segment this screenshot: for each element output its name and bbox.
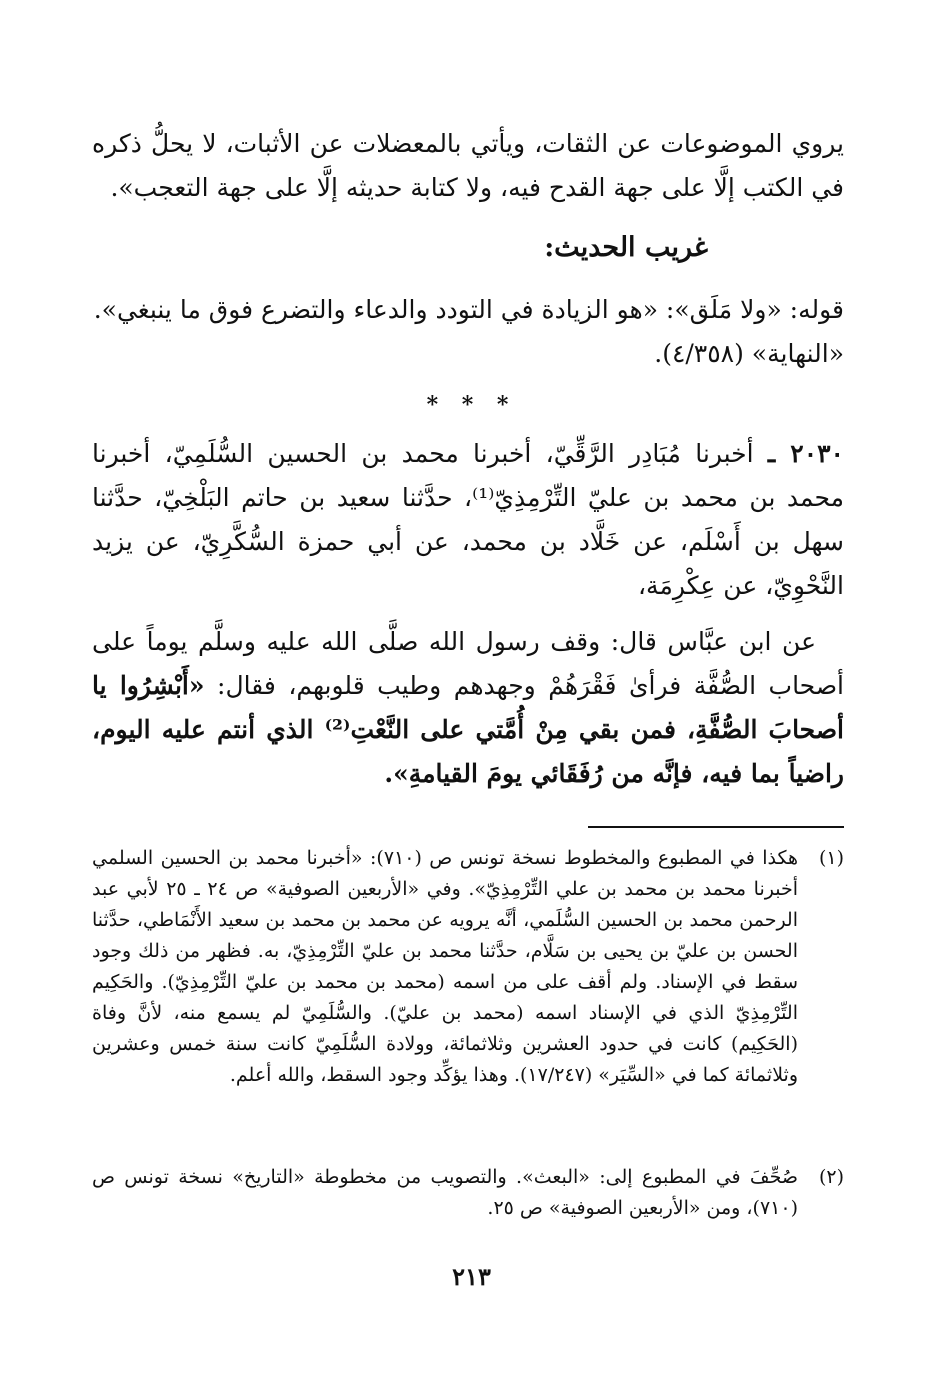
- hadith-matn-quote: «أَبْشِرُوا يا أصحابَ الصُّفَّةِ، فمن بقي مِنْ أُمَّتي على النَّعْتِ⁽²⁾ الذي أنتم عليه اليوم، راضياً بما فيه، فإنَّه من رُفَقَائي يومَ القيامةِ».: [92, 671, 844, 788]
- footnote-2: [92, 1162, 844, 1224]
- hadith-number: ٢٠٣٠ ـ: [767, 439, 844, 468]
- hadith-matn-intro: عن ابن عبَّاس قال: وقف رسول الله صلَّى الله عليه وسلَّم يوماً على أصحاب الصُّفَّة فرأىٰ فَقْرَهُمْ وجهدهم وطيب قلوبهم، فقال:: [92, 627, 844, 700]
- footnote-1-text: هكذا في المطبوع والمخطوط نسخة تونس ص (٧١٠): «أخبرنا محمد بن الحسين السلمي أخبرنا محمد بن محمد بن علي التِّرْمِذِيّ». وفي «الأربعين الصوفية» ص ٢٤ ـ ٢٥ لأبي عبد الرحمن محمد بن الحسين السُّلَمي، أنَّه يرويه عن محمد بن محمد بن سعيد الأَنْمَاطي، حدَّثنا الحسن بن عليّ بن يحيى بن سَلَّام، حدَّثنا محمد بن عليّ التِّرْمِذِيّ، به. فظهر من ذلك وجود سقط في الإسناد. ولم أقف على من اسمه (محمد بن محمد بن عليّ التِّرْمِذِيّ). والحَكِيم التِّرْمِذِيّ الذي في الإسناد اسمه (محمد بن عليّ). والسُّلَمِيّ لم يسمع منه، لأنَّ وفاة (الحَكِيم) كانت في حدود العشرين وثلاثمائة، وولادة السُّلَمِيّ كانت سنة خمس وعشرين وثلاثمائة كما في «السِّيَر» (١٧/٢٤٧). وهذا يؤكِّد وجود السقط، والله أعلم.: [92, 847, 799, 1086]
- gharib-line: قوله: «ولا مَلَق»: «هو الزيادة في التودد والدعاء والتضرع فوق ما ينبغي».: [93, 295, 844, 324]
- hadith-isnad-paragraph: [92, 432, 844, 608]
- footnote-2-marker: (٢): [818, 1166, 844, 1188]
- footnote-2-text: صُحِّفَ في المطبوع إلى: «البعث». والتصويب من مخطوطة «التاريخ» نسخة تونس ص (٧١٠)، ومن «الأربعين الصوفية» ص ٢٥.: [92, 1166, 798, 1219]
- section-heading: غريب الحديث:: [544, 232, 708, 263]
- footnote-1: [92, 843, 844, 1091]
- gharib-source: «النهاية» (٤/٣٥٨).: [654, 339, 844, 368]
- section-separator: * * *: [426, 392, 517, 418]
- opening-paragraph: يروي الموضوعات عن الثقات، ويأتي بالمعضلات عن الأثبات، لا يحلُّ ذكره في الكتب إلَّا على جهة القدح فيه، ولا كتابة حديثه إلَّا على جهة التعجب».: [92, 129, 844, 202]
- hadith-matn-paragraph: [92, 620, 844, 796]
- hadith-isnad: أخبرنا مُبَادِر الرَّقِّيّ، أخبرنا محمد بن الحسين السُّلَمِيّ، أخبرنا محمد بن محمد بن عليّ التِّرْمِذِيّ⁽¹⁾، حدَّثنا سعيد بن حاتم البَلْخِيّ، حدَّثنا سهل بن أَسْلَم، عن خَلَّاد بن محمد، عن أبي حمزة السُّكَّرِيّ، عن يزيد النَّحْوِيّ، عن عِكْرِمَة،: [92, 439, 844, 600]
- footnote-divider: [588, 826, 844, 828]
- footnote-1-marker: (١): [818, 847, 844, 869]
- page-number: ٢١٣: [452, 1262, 491, 1291]
